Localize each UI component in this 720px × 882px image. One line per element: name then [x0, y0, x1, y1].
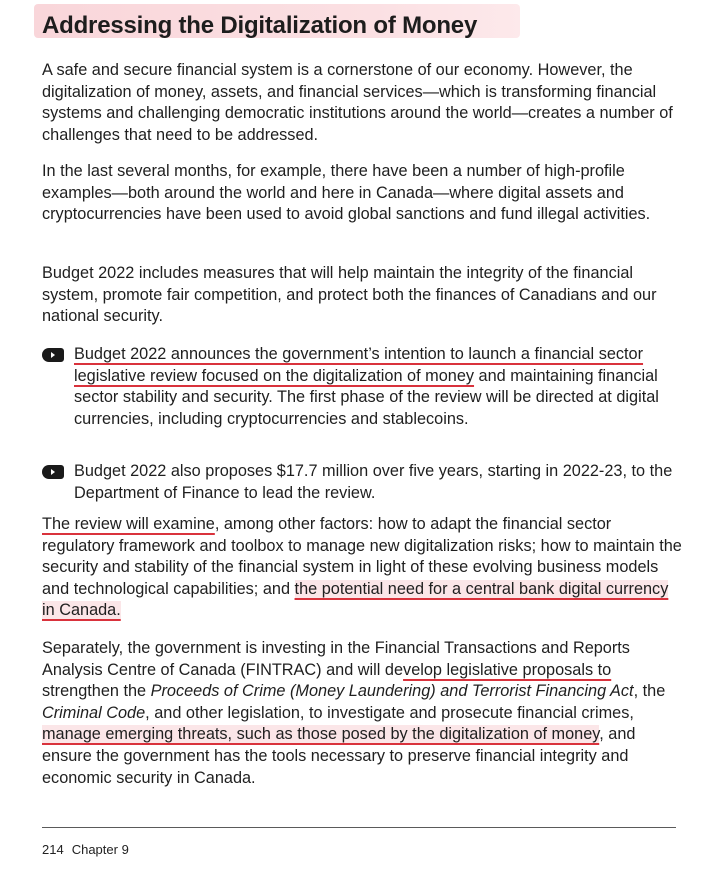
underlined-text: the potential need for a central bank digital currency in Canada.	[42, 579, 669, 620]
arrow-bullet-icon	[42, 348, 64, 362]
paragraph-text: Separately, the government is investing in the Financial Transactions and Reports Analysis Centre of Canada (FINTRAC) and will de	[42, 639, 630, 679]
paragraph-text: , among other factors: how to adapt the financial sector regulatory framework and toolbox to manage new digitalization risks; how to maintain the security and stability of the financial system in light of these evolving business models and technological capabilities; and	[42, 515, 682, 598]
paragraph-text: strengthen the	[42, 682, 151, 701]
bullet-text	[74, 344, 684, 430]
act-title: Proceeds of Crime (Money Laundering) and Terrorist Financing Act	[150, 682, 634, 701]
page-title: Addressing the Digitalization of Money	[42, 12, 478, 39]
paragraph-text: , and other legislation, to investigate and prosecute financial crimes,	[145, 703, 634, 722]
underlined-text: manage emerging threats, such as those posed by the digitalization of money	[42, 725, 600, 744]
paragraph-fintrac	[42, 638, 682, 789]
bullet-text-rest: and maintaining financial sector stability and security. The first phase of the review will be directed at digital currencies, including cryptocurrencies and stablecoins.	[74, 366, 659, 428]
page-number: 214	[42, 842, 64, 857]
footer-divider	[42, 827, 676, 828]
underlined-text: velop legislative proposals to	[403, 660, 612, 679]
paragraph-text: , the	[633, 682, 666, 701]
bullet-text: Budget 2022 also proposes $17.7 million over five years, starting in 2022-23, to the Department of Finance to lead the review.	[74, 462, 673, 502]
paragraph-text: , and ensure the government has the tools necessary to preserve financial integrity and economic security in Canada.	[42, 725, 636, 787]
chapter-label: Chapter 9	[71, 842, 129, 857]
paragraph-measures: Budget 2022 includes measures that will help maintain the integrity of the financial system, promote fair competition, and protect both the finances of Canadians and our national security.	[42, 264, 657, 326]
arrow-bullet-icon	[42, 465, 64, 479]
act-title: Criminal Code	[42, 703, 146, 722]
paragraph-review-examine	[42, 514, 682, 622]
page-footer	[42, 842, 137, 857]
paragraph-examples: In the last several months, for example, there have been a number of high-profile examples—both around the world and here in Canada—where digital assets and cryptocurrencies have been used to avoid global sanctions and fund illegal activities.	[42, 162, 651, 224]
underlined-text: Budget 2022 announces the government’s intention to launch a financial sector legislative review focused on the digitalization of money	[74, 345, 644, 385]
underlined-text: The review will examine	[42, 515, 215, 533]
paragraph-intro: A safe and secure financial system is a cornerstone of our economy. However, the digitalization of money, assets, and financial services—which is transforming financial systems and challenging democratic institutions around the world—creates a number of challenges that need to be addressed.	[42, 61, 673, 144]
